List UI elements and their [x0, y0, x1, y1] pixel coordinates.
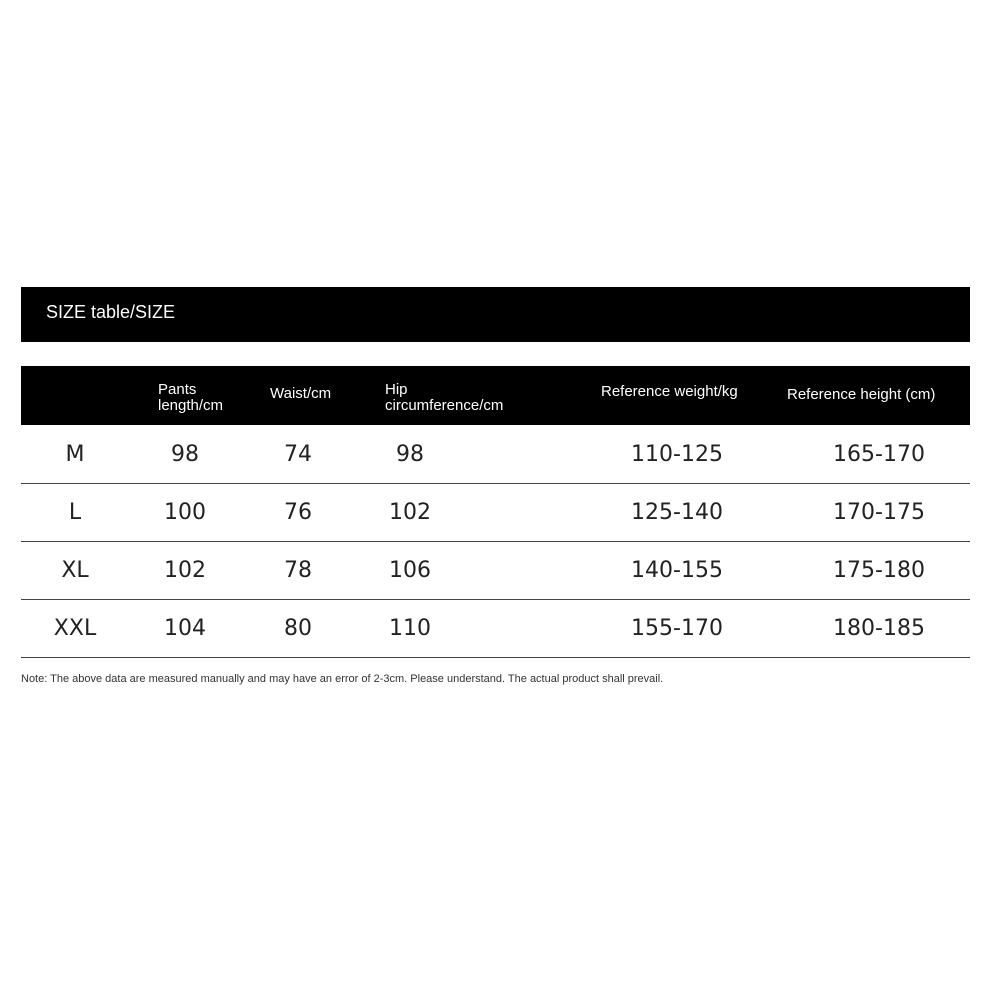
cell-weight: 125-140	[631, 500, 723, 525]
cell-hip: 110	[389, 616, 431, 641]
cell-pants-length: 98	[171, 442, 199, 467]
cell-height: 170-175	[833, 500, 925, 525]
cell-pants-length: 100	[164, 500, 206, 525]
cell-pants-length: 102	[164, 558, 206, 583]
column-header-hip	[385, 382, 503, 414]
table-row	[21, 484, 970, 542]
cell-height: 180-185	[833, 616, 925, 641]
column-header-hip-line2: circumference/cm	[385, 397, 504, 414]
cell-size: L	[68, 500, 82, 525]
cell-size: XXL	[53, 616, 97, 641]
size-table-title-bar	[21, 287, 970, 342]
table-header	[21, 366, 970, 425]
column-header-pants-length-line1: Pants	[158, 381, 197, 398]
cell-pants-length: 104	[164, 616, 206, 641]
column-header-height: Reference height (cm)	[787, 386, 936, 403]
table-row	[21, 600, 970, 658]
column-header-weight: Reference weight/kg	[601, 383, 738, 400]
cell-waist: 78	[284, 558, 312, 583]
column-header-pants-length	[158, 382, 223, 414]
cell-size: M	[65, 442, 85, 467]
cell-waist: 74	[284, 442, 312, 467]
cell-waist: 80	[284, 616, 312, 641]
cell-height: 175-180	[833, 558, 925, 583]
table-row	[21, 542, 970, 600]
cell-weight: 155-170	[631, 616, 723, 641]
cell-size: XL	[61, 558, 89, 583]
cell-hip: 106	[389, 558, 431, 583]
column-header-hip-line1: Hip	[385, 381, 408, 398]
column-header-waist: Waist/cm	[270, 385, 332, 402]
column-header-pants-length-line2: length/cm	[158, 397, 224, 414]
cell-weight: 110-125	[631, 442, 723, 467]
cell-hip: 98	[396, 442, 424, 467]
size-table-title: SIZE table/SIZE	[46, 302, 176, 322]
measurement-note: Note: The above data are measured manually and may have an error of 2-3cm. Please understand. The actual product shall prevail.	[21, 673, 664, 685]
cell-waist: 76	[284, 500, 312, 525]
cell-weight: 140-155	[631, 558, 723, 583]
cell-hip: 102	[389, 500, 431, 525]
cell-height: 165-170	[833, 442, 925, 467]
table-row	[21, 426, 970, 484]
